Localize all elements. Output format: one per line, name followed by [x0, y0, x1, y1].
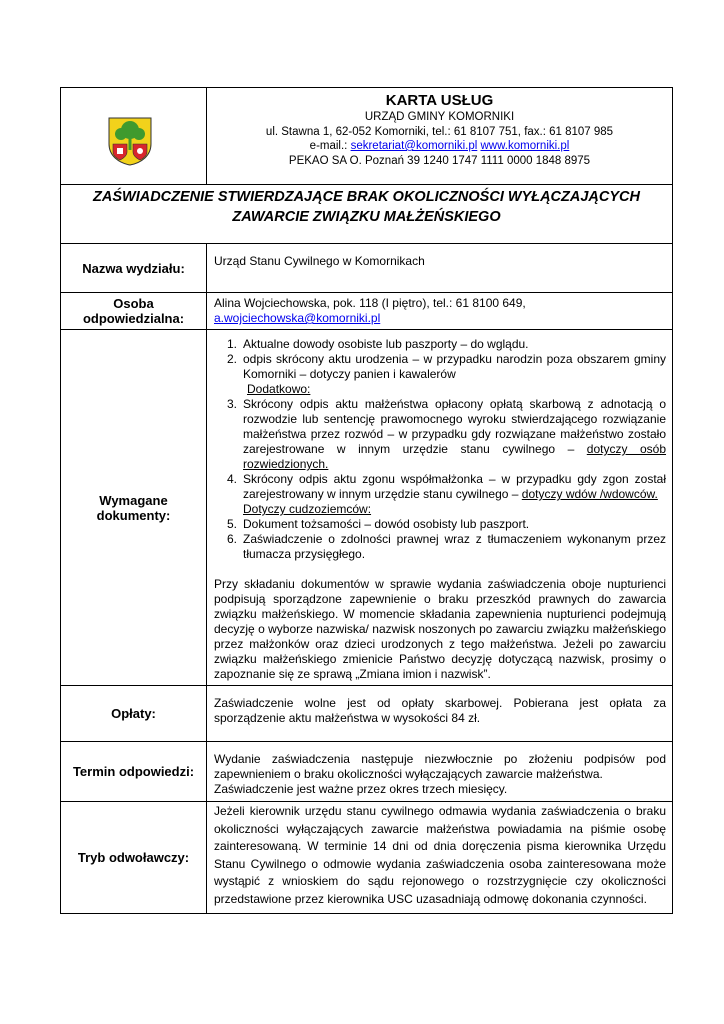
- documents-label: Wymagane dokumenty:: [61, 330, 207, 686]
- documents-note: Przy składaniu dokumentów w sprawie wydania zaświadczenia oboje nupturienci podpisują sporządzone zapewnienie o braku przeszkód prawnych do zawarcia związku małżeńskiego. W momencie składania zapewnienia nupturienci podejmują decyzję o wyborze nazwiska/ nazwisk noszonych po zawarciu związku małżeńskiego przez małżonków oraz dzieci urodzonych z tego małżeństwa. Jeżeli po zawarciu związku małżeńskiego zmienicie Państwo decyzję dotyczącą nazwisk, prosimy o zapoznanie się ze sprawą „Zmiana imion i nazwisk”.: [214, 577, 666, 681]
- office-name: URZĄD GMINY KOMORNIKI: [364, 111, 515, 123]
- item-note: dotyczy osób rozwiedzionych.: [243, 442, 667, 471]
- website-link[interactable]: www.komorniki.pl: [480, 140, 570, 152]
- department-value: Urząd Stanu Cywilnego w Komornikach: [207, 244, 673, 293]
- item-number: 5.: [227, 517, 238, 531]
- deadline-value: [207, 742, 673, 802]
- documents-list-foreigners: [214, 517, 666, 562]
- bank-account: PEKAO SA O. Poznań 39 1240 1747 1111 0000 1848 8975: [288, 154, 591, 167]
- service-card-table: [60, 87, 673, 914]
- item-text: Skrócony odpis aktu małżeństwa opłacony opłatą skarbową z adnotacją o rozwodzie lub sentencję prawomocnego wyroku stwierdzającego rozwiązanie małżeństwa przez rozwód – w przypadku gdy rozwiązane małżeństwo zostało zarejestrowane w innym urzędzie stanu cywilnego –: [243, 397, 666, 456]
- item-number: 4.: [227, 472, 238, 486]
- documents-list-additional: [214, 397, 666, 502]
- item-text: odpis skrócony aktu urodzenia – w przypadku narodzin poza obszarem gminy Komorniki – dotyczy panien i kawalerów: [243, 352, 666, 381]
- responsible-value: [207, 293, 673, 330]
- item-number: 6.: [227, 532, 238, 546]
- service-card: [60, 87, 672, 914]
- subject-line-2: ZAWARCIE ZWIĄZKU MAŁŻEŃSKIEGO: [232, 209, 501, 225]
- fees-label: Opłaty:: [61, 686, 207, 742]
- foreigners-label: Dotyczy cudzoziemców:: [243, 502, 372, 516]
- responsible-email-link[interactable]: a.wojciechowska@komorniki.pl: [214, 311, 381, 325]
- item-number: 2.: [227, 352, 238, 366]
- office-address: ul. Stawna 1, 62-052 Komorniki, tel.: 61 8107 751, fax.: 61 8107 985: [265, 125, 614, 138]
- list-item: [214, 352, 666, 382]
- email-label: e-mail.:: [309, 140, 351, 152]
- item-text: Skrócony odpis aktu zgonu współmałżonka – w przypadku gdy zgon został zarejestrowany w innym urzędzie stanu cywilnego –: [243, 472, 666, 501]
- responsible-text: Alina Wojciechowska, pok. 118 (I piętro), tel.: 61 8100 649,: [214, 296, 526, 310]
- deadline-label: Termin odpowiedzi:: [61, 742, 207, 802]
- additional-label: Dodatkowo:: [247, 382, 311, 396]
- item-note: dotyczy wdów /wdowców.: [521, 487, 658, 501]
- appeal-value: Jeżeli kierownik urzędu stanu cywilnego odmawia wydania zaświadczenia o braku okoliczności wyłączających zawarcie małżeństwa powiadamia na piśmie osobę zainteresowaną. W terminie 14 dni od dnia doręczenia pisma kierownika Urzędu Stanu Cywilnego o odmowie wydania zaświadczenia osoba zainteresowana może wystąpić z wnioskiem do sądu rejonowego o rozstrzygnięcie czy okoliczności przedstawione przez kierownika USC uzasadniają odmowę dokonania czynności.: [207, 802, 673, 914]
- list-item: [214, 472, 666, 502]
- logo-cell: [61, 88, 207, 185]
- item-number: 1.: [227, 337, 238, 351]
- contact-line: [207, 139, 672, 154]
- department-label: Nazwa wydziału:: [61, 244, 207, 293]
- item-text: Aktualne dowody osobiste lub paszporty – do wglądu.: [243, 337, 529, 351]
- item-number: 3.: [227, 397, 238, 411]
- deadline-text-2: Zaświadczenie jest ważne przez okres trzech miesięcy.: [214, 782, 508, 796]
- list-item: [214, 397, 666, 472]
- documents-value: [207, 330, 673, 686]
- header-cell: [207, 88, 673, 185]
- email-link[interactable]: sekretariat@komorniki.pl: [350, 140, 478, 152]
- documents-list: [214, 337, 666, 382]
- deadline-text-1: Wydanie zaświadczenia następuje niezwłocznie po złożeniu podpisów pod zapewnieniem o braku okoliczności wyłączających zawarcie małżeństwa.: [214, 752, 666, 781]
- list-item: [214, 337, 666, 352]
- responsible-label: Osoba odpowiedzialna:: [61, 293, 207, 330]
- list-item: [214, 517, 666, 532]
- item-text: Dokument tożsamości – dowód osobisty lub paszport.: [243, 517, 530, 531]
- appeal-label: Tryb odwoławczy:: [61, 802, 207, 914]
- subject-line-1: ZAŚWIADCZENIE STWIERDZAJĄCE BRAK OKOLICZNOŚCI WYŁĄCZAJĄCYCH: [93, 189, 640, 205]
- komorniki-coat-of-arms-icon: [107, 116, 153, 166]
- fees-value: Zaświadczenie wolne jest od opłaty skarbowej. Pobierana jest opłata za sporządzenie aktu małżeństwa w wysokości 84 zł.: [207, 686, 673, 742]
- list-item: [214, 532, 666, 562]
- card-title: KARTA USŁUG: [385, 92, 494, 109]
- item-text: Zaświadczenie o zdolności prawnej wraz z tłumaczeniem wykonanym przez tłumacza przysięgłego.: [243, 532, 666, 561]
- subject-cell: [61, 185, 673, 244]
